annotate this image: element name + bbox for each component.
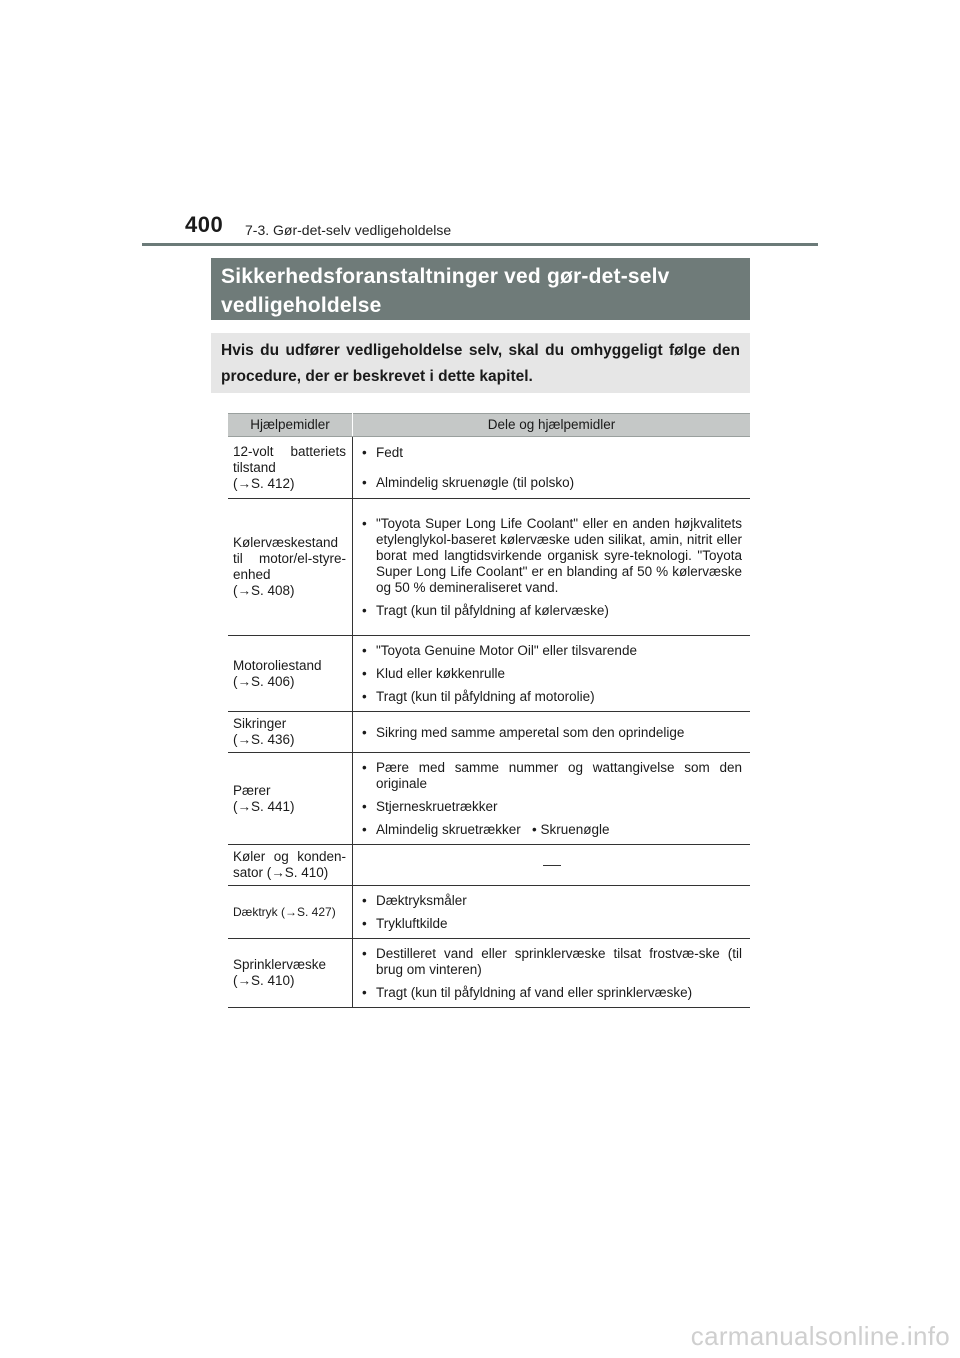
row-label-line: (→S. 406) [233, 673, 295, 689]
row-label [228, 845, 353, 886]
list-item: • Pære med samme nummer og wattangivelse som den originale [362, 760, 742, 792]
row-items-none [353, 845, 751, 886]
table-row [228, 437, 750, 499]
table-row [228, 499, 750, 636]
row-label-line: 12-volt batteriets tilstand [233, 443, 346, 475]
table-header-row [228, 414, 750, 437]
list-item: • Fedt [362, 445, 742, 461]
list-item: • Klud eller køkkenrulle [362, 666, 742, 682]
list-item: • Almindelig skruetrækker • Skruenøgle [362, 822, 742, 838]
row-items [353, 437, 751, 499]
table-row [228, 886, 750, 939]
row-label-line: (→S. 436) [233, 732, 295, 747]
column-header-parts: Dele og hjælpemidler [353, 414, 751, 437]
row-label-line: Kølervæskestand til motor/el-styre-enhed [233, 535, 346, 582]
row-label [228, 712, 353, 753]
row-label [228, 753, 353, 845]
page-title-line-2: vedligeholdelse [221, 294, 382, 317]
row-items [353, 499, 751, 636]
page-title-line-1: Sikkerhedsforanstaltninger ved gør-det-selv [221, 265, 670, 288]
row-label-line: (→S. 408) [233, 583, 295, 598]
row-items [353, 636, 751, 712]
row-label-line: Motoroliestand [233, 657, 322, 673]
row-label-line: Køler og konden-sator (→S. 410) [233, 849, 346, 880]
list-item: • Tragt (kun til påfyldning af vand eller sprinklervæske) [362, 985, 742, 1001]
column-header-tools: Hjælpemidler [228, 414, 353, 437]
list-item: • Dæktryksmåler [362, 893, 742, 909]
list-item: • Tragt (kun til påfyldning af motorolie) [362, 689, 742, 705]
page-number: 400 [185, 212, 224, 237]
header-rule [142, 243, 818, 246]
row-items [353, 753, 751, 845]
list-item: • "Toyota Super Long Life Coolant" eller en anden højkvalitets etylenglykol-baseret kølervæske uden silikat, amin, nitrit eller borat med langtidsvirkende organisk syre-teknologi. "Toyota Super Long Life Coolant" er en blanding af 50 % kølervæske og 50 % demineraliseret vand. [362, 516, 742, 596]
list-item: • Trykluftkilde [362, 916, 742, 932]
em-dash [543, 865, 561, 866]
intro-text: Hvis du udfører vedligeholdelse selv, skal du omhyggeligt følge den procedure, der er beskrevet i dette kapitel. [211, 333, 750, 393]
list-item: • Almindelig skruenøgle (til polsko) [362, 475, 742, 491]
row-label-line: Sikringer [233, 716, 287, 731]
row-label-line: (→S. 441) [233, 798, 295, 814]
row-label [228, 499, 353, 636]
row-label [228, 939, 353, 1008]
list-item: • Tragt (kun til påfyldning af kølervæske) [362, 603, 742, 619]
table-row [228, 712, 750, 753]
row-label [228, 437, 353, 499]
list-item: • Stjerneskruetrækker [362, 799, 742, 815]
list-item: • "Toyota Genuine Motor Oil" eller tilsvarende [362, 643, 742, 659]
row-items [353, 886, 751, 939]
watermark: carmanualsonline.info [690, 1321, 950, 1351]
list-item: • Sikring med samme amperetal som den oprindelige [362, 725, 742, 741]
row-label [228, 886, 353, 939]
row-items [353, 712, 751, 753]
row-label [228, 636, 353, 712]
row-label-line: Dæktryk (→S. 427) [233, 905, 336, 919]
table-row [228, 636, 750, 712]
row-label-line: Pærer [233, 782, 271, 798]
table-row [228, 845, 750, 886]
parts-table [228, 413, 750, 1008]
table-row [228, 939, 750, 1008]
section-title: 7-3. Gør-det-selv vedligeholdelse [245, 222, 452, 238]
row-label-line: (→S. 410) [233, 973, 295, 988]
list-item: • Destilleret vand eller sprinklervæske tilsat frostvæ-ske (til brug om vinteren) [362, 946, 742, 978]
row-label-line: (→S. 412) [233, 475, 295, 491]
row-items [353, 939, 751, 1008]
page-title [211, 258, 750, 320]
table-row [228, 753, 750, 845]
row-label-line: Sprinklervæske [233, 957, 327, 972]
